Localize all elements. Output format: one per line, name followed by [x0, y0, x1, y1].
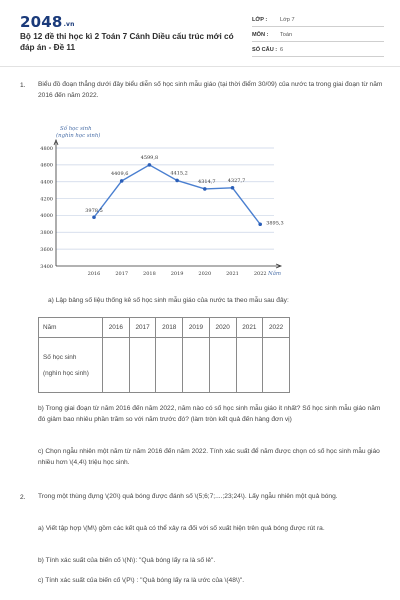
table-year-cell: 2020: [209, 318, 236, 338]
data-label: 4599,8: [140, 154, 159, 161]
line-chart: [36, 118, 306, 284]
table-empty-cell[interactable]: [209, 338, 236, 393]
question-2-prompt: Trong một thùng đựng \(20\) quả bóng được đánh số \(5;6;7;....;23;24\). Lấy ngẫu nhiên một quả bóng.: [38, 493, 338, 500]
table-empty-cell[interactable]: [236, 338, 263, 393]
table-row-year: [39, 318, 290, 338]
data-label: 3895,3: [266, 220, 284, 227]
question-1-part-c: c) Chọn ngẫu nhiên một năm từ năm 2016 đến năm 2022. Tính xác suất để năm được chọn có số học sinh mẫu giáo nhiều hơn \(4,4\) triệu học sinh.: [38, 448, 380, 466]
table-year-cell: 2017: [129, 318, 156, 338]
y-axis-label: Số học sinh: [60, 126, 92, 132]
y-tick-label: 4000: [40, 213, 53, 220]
data-point: [148, 163, 152, 167]
data-label: 4314,7: [198, 178, 216, 185]
data-point: [120, 179, 124, 183]
x-tick-label: 2021: [226, 271, 239, 277]
meta-key: SỐ CÂU :: [252, 46, 278, 53]
question-2-part-c: c) Tính xác suất của biến cố \(P\) : "Quả bóng lấy ra là ước của \(48\)".: [38, 577, 245, 584]
table-year-cell: 2018: [156, 318, 183, 338]
chart-svg: [36, 118, 306, 284]
table-year-cell: 2016: [103, 318, 130, 338]
meta-key: LỚP :: [252, 16, 268, 23]
stats-table: [38, 317, 290, 393]
data-label: 4327,7: [227, 177, 246, 184]
header-divider: [0, 66, 400, 67]
data-label: 4409,6: [110, 170, 129, 177]
students-label: Số học sinh: [43, 353, 77, 361]
students-unit: (nghìn học sinh): [43, 369, 89, 377]
question-2-number: 2.: [20, 494, 26, 501]
meta-row-count: [252, 43, 384, 57]
x-tick-label: 2020: [198, 271, 212, 277]
table-header-students: [39, 338, 103, 393]
table-year-cell: 2019: [183, 318, 210, 338]
y-axis-unit: (nghìn học sinh): [56, 133, 101, 139]
y-tick-label: 3800: [40, 230, 53, 237]
x-tick-label: 2018: [143, 271, 156, 277]
y-tick-label: 3400: [40, 263, 53, 270]
x-axis-label: Năm: [268, 271, 282, 277]
x-tick-label: 2017: [115, 271, 129, 277]
logo-tld: .vn: [63, 21, 75, 28]
data-point: [231, 186, 235, 190]
table-empty-cell[interactable]: [263, 338, 290, 393]
data-point: [258, 222, 262, 226]
table-row-students: [39, 338, 290, 393]
meta-row-subject: [252, 28, 384, 42]
question-2-part-a: a) Viết tập hợp \(M\) gồm các kết quả có thể xảy ra đối với số xuất hiện trên quả bóng được rút ra.: [38, 525, 325, 532]
question-1-part-a: a) Lập bảng số liệu thống kê số học sinh mẫu giáo của nước ta theo mẫu sau đây:: [48, 297, 289, 304]
x-tick-label: 2022: [253, 271, 267, 277]
question-1-prompt: Biểu đồ đoạn thẳng dưới đây biểu diễn số học sinh mẫu giáo (tại thời điểm 30/09) của nước ta trong giai đoạn từ năm 2016 đến năm 2022.: [38, 81, 383, 99]
meta-value: Toán: [280, 31, 293, 38]
data-point: [175, 179, 179, 183]
table-year-cell: 2022: [263, 318, 290, 338]
meta-value: 6: [280, 46, 284, 53]
table-header-year: Năm: [39, 318, 103, 338]
y-tick-label: 4400: [40, 179, 53, 186]
meta-panel: [252, 13, 384, 58]
meta-value: Lớp 7: [280, 16, 295, 23]
table-empty-cell[interactable]: [183, 338, 210, 393]
page-header: [0, 0, 400, 66]
site-logo[interactable]: [20, 13, 75, 31]
table-empty-cell[interactable]: [103, 338, 130, 393]
y-tick-label: 4800: [40, 145, 53, 152]
table-empty-cell[interactable]: [156, 338, 183, 393]
question-1-number: 1.: [20, 82, 26, 89]
x-tick-label: 2016: [87, 271, 101, 277]
data-label: 3978,5: [85, 208, 103, 215]
logo-text: 2048: [20, 13, 63, 31]
table-year-cell: 2021: [236, 318, 263, 338]
data-point: [203, 187, 207, 191]
meta-key: MÔN :: [252, 31, 269, 38]
data-point: [92, 215, 96, 219]
y-tick-label: 4600: [40, 162, 53, 169]
question-2-part-b: b) Tính xác suất của biến cố \(N\): "Quả bóng lấy ra là số lẻ".: [38, 557, 216, 564]
x-tick-label: 2019: [170, 271, 184, 277]
meta-row-class: [252, 13, 384, 27]
table-empty-cell[interactable]: [129, 338, 156, 393]
document-title: Bộ 12 đề thi học kì 2 Toán 7 Cánh Diều cấu trúc mới có đáp án - Đề 11: [20, 32, 234, 52]
y-tick-label: 3600: [40, 246, 53, 253]
data-label: 4415,2: [170, 170, 188, 177]
y-tick-label: 4200: [40, 196, 53, 203]
question-1-part-b: b) Trong giai đoạn từ năm 2016 đến năm 2022, năm nào có số học sinh mẫu giáo ít nhất? Số học sinh mẫu giáo năm đó giảm bao nhiêu phần trăm so với năm trước đó? (làm tròn kết quả đến hàng đơn vị): [38, 405, 381, 423]
